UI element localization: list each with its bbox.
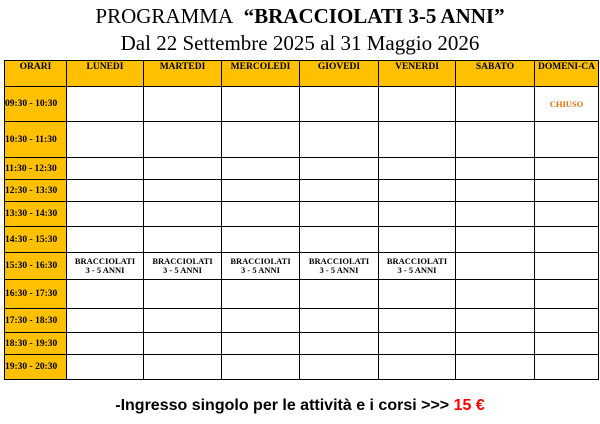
pricing-dash: -	[115, 397, 121, 414]
table-row	[5, 253, 599, 280]
table-row	[5, 87, 599, 122]
sunday-closed-note: CHIUSO	[535, 87, 599, 122]
slot-cell	[144, 158, 222, 180]
slot-cell	[144, 227, 222, 253]
slot-cell	[379, 333, 456, 355]
slot-cell	[300, 280, 379, 309]
slot-cell	[222, 227, 300, 253]
table-row	[5, 333, 599, 355]
course-name: BRACCIOLATI	[230, 256, 291, 266]
course-age: 3 - 5 ANNI	[319, 265, 359, 275]
slot-cell	[222, 202, 300, 227]
col-header-tuesday: MARTEDI	[144, 61, 222, 87]
course-monday	[67, 253, 144, 280]
slot-cell	[222, 158, 300, 180]
course-friday	[379, 253, 456, 280]
col-header-friday: VENERDI	[379, 61, 456, 87]
slot-cell	[379, 180, 456, 202]
slot-cell	[535, 333, 599, 355]
slot-cell	[535, 158, 599, 180]
slot-cell	[67, 122, 144, 158]
header-row	[5, 61, 599, 87]
title-program-name: “BRACCIOLATI 3-5 ANNI”	[243, 4, 505, 28]
col-header-time: ORARI	[5, 61, 67, 87]
slot-cell	[379, 309, 456, 333]
course-name: BRACCIOLATI	[386, 256, 448, 266]
slot-cell	[67, 355, 144, 380]
slot-cell	[300, 227, 379, 253]
slot-cell	[222, 122, 300, 158]
slot-cell	[456, 280, 535, 309]
slot-cell	[67, 202, 144, 227]
slot-cell	[456, 180, 535, 202]
slot-cell	[67, 87, 144, 122]
slot-cell	[67, 180, 144, 202]
price-value: 15 €	[453, 397, 485, 414]
slot-cell	[222, 309, 300, 333]
slot-cell	[144, 87, 222, 122]
col-header-thursday: GIOVEDI	[300, 61, 379, 87]
slot-cell	[379, 122, 456, 158]
pricing-text: Ingresso singolo per le attività e i corsi >>>	[120, 397, 454, 414]
time-slot: 11:30 - 12:30	[5, 158, 67, 180]
slot-cell	[300, 87, 379, 122]
slot-cell	[144, 180, 222, 202]
slot-cell	[222, 180, 300, 202]
table-row	[5, 355, 599, 380]
schedule-table	[4, 60, 599, 380]
slot-cell	[144, 202, 222, 227]
course-age: 3 - 5 ANNI	[241, 265, 280, 275]
course-tuesday	[144, 253, 222, 280]
slot-cell	[300, 202, 379, 227]
course-wednesday	[222, 253, 300, 280]
time-slot: 13:30 - 14:30	[5, 202, 67, 227]
col-header-wednesday: MERCOLEDI	[222, 61, 300, 87]
slot-cell	[456, 227, 535, 253]
slot-cell	[144, 280, 222, 309]
slot-cell	[456, 158, 535, 180]
slot-cell	[379, 280, 456, 309]
slot-cell	[300, 122, 379, 158]
slot-cell	[300, 180, 379, 202]
time-slot: 09:30 - 10:30	[5, 87, 67, 122]
course-thursday	[300, 253, 379, 280]
slot-cell	[379, 355, 456, 380]
slot-cell	[379, 227, 456, 253]
slot-cell	[300, 355, 379, 380]
table-row	[5, 280, 599, 309]
course-age: 3 - 5 ANNI	[397, 265, 437, 275]
slot-cell	[379, 158, 456, 180]
slot-cell	[67, 227, 144, 253]
slot-cell	[456, 309, 535, 333]
time-slot: 10:30 - 11:30	[5, 122, 67, 158]
slot-cell	[456, 253, 535, 280]
time-slot: 18:30 - 19:30	[5, 333, 67, 355]
time-slot: 12:30 - 13:30	[5, 180, 67, 202]
table-row	[5, 227, 599, 253]
time-slot: 19:30 - 20:30	[5, 355, 67, 380]
slot-cell	[535, 122, 599, 158]
slot-cell	[535, 280, 599, 309]
slot-cell	[456, 122, 535, 158]
table-row	[5, 180, 599, 202]
course-age: 3 - 5 ANNI	[163, 265, 202, 275]
course-name: BRACCIOLATI	[308, 256, 370, 266]
table-row	[5, 309, 599, 333]
slot-cell	[67, 280, 144, 309]
slot-cell	[535, 202, 599, 227]
slot-cell	[300, 309, 379, 333]
slot-cell	[67, 333, 144, 355]
slot-cell	[222, 87, 300, 122]
date-range: Dal 22 Settembre 2025 al 31 Maggio 2026	[120, 31, 480, 55]
table-row	[5, 202, 599, 227]
slot-cell	[222, 333, 300, 355]
table-row	[5, 122, 599, 158]
slot-cell	[456, 202, 535, 227]
col-header-saturday: SABATO	[456, 61, 535, 87]
title-prefix: PROGRAMMA	[95, 4, 234, 28]
course-name: BRACCIOLATI	[74, 256, 136, 266]
course-name: BRACCIOLATI	[152, 256, 213, 266]
table-row	[5, 158, 599, 180]
slot-cell	[535, 180, 599, 202]
slot-cell	[144, 333, 222, 355]
slot-cell	[300, 333, 379, 355]
slot-cell	[379, 87, 456, 122]
col-header-monday: LUNEDI	[67, 61, 144, 87]
pricing-note	[0, 396, 600, 416]
slot-cell	[535, 309, 599, 333]
slot-cell	[535, 227, 599, 253]
slot-cell	[379, 202, 456, 227]
slot-cell	[67, 158, 144, 180]
slot-cell	[535, 355, 599, 380]
time-slot: 15:30 - 16:30	[5, 253, 67, 280]
slot-cell	[535, 253, 599, 280]
time-slot: 14:30 - 15:30	[5, 227, 67, 253]
col-header-sunday: DOMENI-CA	[535, 61, 599, 87]
time-slot: 16:30 - 17:30	[5, 280, 67, 309]
slot-cell	[300, 158, 379, 180]
slot-cell	[456, 87, 535, 122]
slot-cell	[222, 280, 300, 309]
slot-cell	[144, 355, 222, 380]
page-title	[0, 5, 600, 27]
course-age: 3 - 5 ANNI	[85, 265, 125, 275]
slot-cell	[456, 333, 535, 355]
slot-cell	[222, 355, 300, 380]
slot-cell	[67, 309, 144, 333]
time-slot: 17:30 - 18:30	[5, 309, 67, 333]
slot-cell	[144, 122, 222, 158]
slot-cell	[144, 309, 222, 333]
slot-cell	[456, 355, 535, 380]
